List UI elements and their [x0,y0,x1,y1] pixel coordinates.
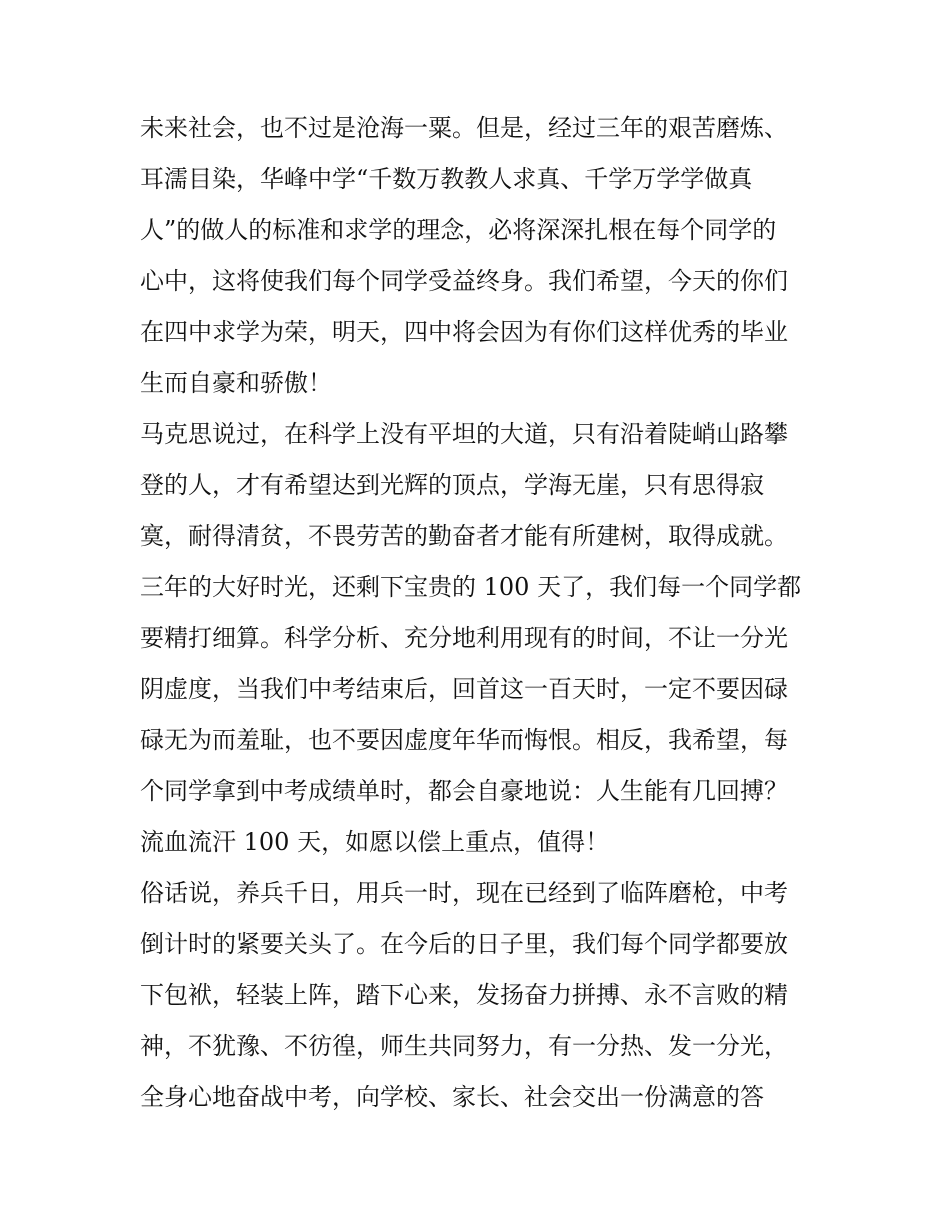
text-line: 俗话说，养兵千日，用兵一时，现在已经到了临阵磨枪，中考 [140,879,788,907]
text-line: 全身心地奋战中考，向学校、家长、社会交出一份满意的答 [140,1083,764,1111]
text-line: 神，不犹豫、不彷徨，师生共同努力，有一分热、发一分光， [140,1032,788,1060]
text-line: 下包袱，轻装上阵，踏下心来，发扬奋力拼搏、永不言败的精 [140,981,788,1009]
text-line: 生而自豪和骄傲！ [140,369,332,397]
text-line: 人”的做人的标准和求学的理念，必将深深扎根在每个同学的 [140,216,777,244]
text-line: 心中，这将使我们每个同学受益终身。我们希望，今天的你们 [140,267,788,295]
text-line: 在四中求学为荣，明天，四中将会因为有你们这样优秀的毕业 [140,318,788,346]
text-line: 三年的大好时光，还剩下宝贵的 100 天了，我们每一个同学都 [140,573,802,601]
text-line: 耳濡目染，华峰中学“千数万教教人求真、千学万学学做真 [140,165,753,193]
text-line: 未来社会，也不过是沧海一粟。但是，经过三年的艰苦磨炼、 [140,114,788,142]
text-line: 流血流汗 100 天，如愿以偿上重点，值得！ [140,828,610,856]
text-line: 马克思说过，在科学上没有平坦的大道，只有沿着陡峭山路攀 [140,420,788,448]
body-text [140,103,820,1123]
text-line: 个同学拿到中考成绩单时，都会自豪地说：人生能有几回搏？ [140,777,788,805]
text-line: 倒计时的紧要关头了。在今后的日子里，我们每个同学都要放 [140,930,788,958]
text-line: 碌无为而羞耻，也不要因虚度年华而悔恨。相反，我希望，每 [140,726,788,754]
text-line: 阴虚度，当我们中考结束后，回首这一百天时，一定不要因碌 [140,675,788,703]
text-line: 登的人，才有希望达到光辉的顶点，学海无崖，只有思得寂 [140,471,764,499]
text-line: 寞，耐得清贫，不畏劳苦的勤奋者才能有所建树，取得成就。 [140,522,788,550]
text-line: 要精打细算。科学分析、充分地利用现有的时间，不让一分光 [140,624,788,652]
